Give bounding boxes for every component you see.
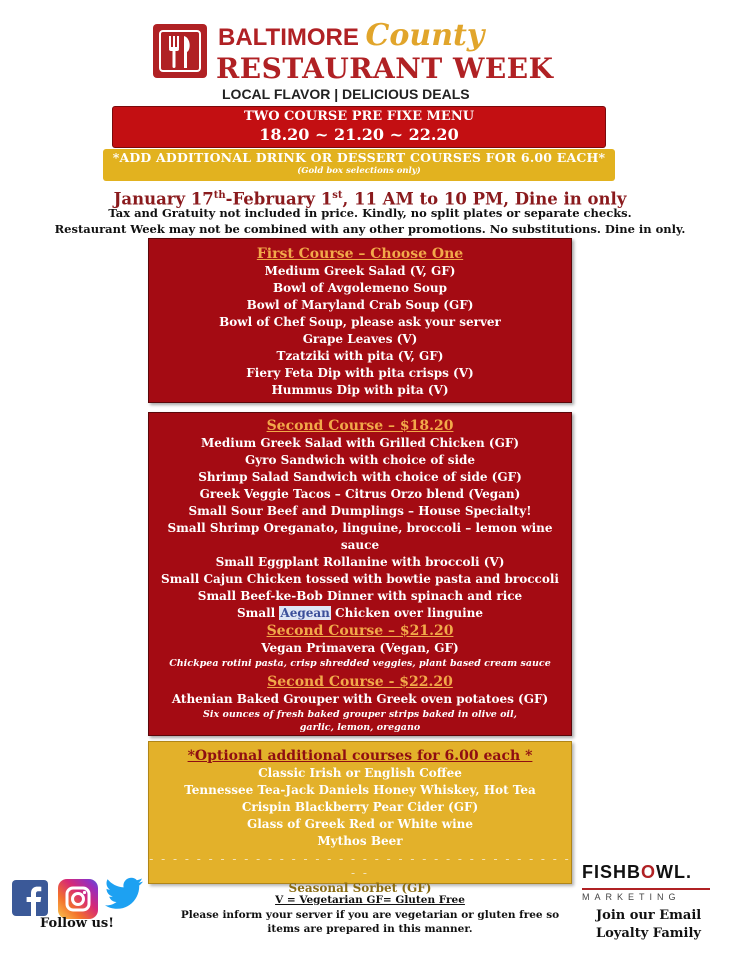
- drink-item: Crispin Blackberry Pear Cider (GF): [241, 800, 479, 814]
- menu-item: Bowl of Maryland Crab Soup (GF): [246, 298, 474, 312]
- menu-item: Gyro Sandwich with choice of side: [244, 453, 476, 467]
- menu-type: TWO COURSE PRE FIXE MENU: [243, 109, 475, 124]
- menu-item: Medium Greek Salad (V, GF): [264, 264, 456, 278]
- date-end: -February 1: [225, 189, 333, 209]
- second-course-title-1820: Second Course – $18.20: [266, 418, 454, 434]
- drink-item: Classic Irish or English Coffee: [258, 766, 462, 780]
- menu-item: Small Beef-ke-Bob Dinner with spinach and rice: [197, 589, 523, 603]
- fork-knife-icon: [153, 24, 207, 78]
- footnote-line: Please inform your server if you are vegetarian or gluten free so: [180, 909, 560, 921]
- menu-item-suffix: Chicken over linguine: [330, 606, 484, 620]
- date-hours: , 11 AM to 10 PM, Dine in only: [342, 189, 627, 209]
- date-end-suffix: st: [332, 190, 343, 201]
- brand-title-line1: [218, 18, 484, 53]
- facebook-icon[interactable]: [12, 880, 48, 916]
- follow-us-label: Follow us!: [40, 916, 114, 931]
- fishbowl-marketing: MARKETING: [582, 892, 681, 902]
- menu-item: Fiery Feta Dip with pita crisps (V): [246, 366, 474, 380]
- fishbowl-logo: [582, 862, 692, 883]
- diet-legend: V = Vegetarian GF= Gluten Free: [275, 894, 465, 906]
- promo-note: Restaurant Week may not be combined with any other promotions. No substitutions. Dine in only.: [54, 222, 686, 236]
- brand-tagline: LOCAL FLAVOR | DELICIOUS DEALS: [222, 86, 470, 102]
- brand-title-line2: RESTAURANT WEEK: [216, 52, 554, 85]
- menu-item: Small Cajun Chicken tossed with bowtie pasta and broccoli: [161, 572, 559, 586]
- brand-baltimore: BALTIMORE: [218, 24, 359, 51]
- optional-title: *Optional additional courses for 6.00 each *: [187, 748, 533, 764]
- addon-text: *ADD ADDITIONAL DRINK OR DESSERT COURSES FOR 6.00 EACH*: [112, 150, 606, 165]
- menu-item-description: Six ounces of fresh baked grouper strips baked in olive oil,: [203, 709, 517, 720]
- dashed-divider: - - - - - - - - - - - - - - - - - - - - - - - - - - - - - - - - - - - - - -: [149, 852, 571, 880]
- dessert-item: Seasonal Sorbet (GF): [288, 881, 432, 895]
- menu-item: Small Sour Beef and Dumplings – House Specialty!: [188, 504, 532, 518]
- menu-item: Small Shrimp Oreganato, linguine, broccoli – lemon wine sauce: [167, 521, 553, 552]
- menu-item: Grape Leaves (V): [302, 332, 418, 346]
- second-course-title-2120: Second Course – $21.20: [266, 623, 454, 639]
- menu-prices: 18.20 ~ 21.20 ~ 22.20: [259, 125, 459, 144]
- drink-item: Mythos Beer: [317, 834, 403, 848]
- optional-courses-panel: [148, 741, 572, 895]
- instagram-icon[interactable]: [58, 879, 98, 919]
- logo-fork-knife: [153, 24, 207, 78]
- menu-item: Small Eggplant Rollanine with broccoli (V): [215, 555, 505, 569]
- fishbowl-text-end: WL.: [656, 862, 693, 882]
- menu-item-description: Chickpea rotini pasta, crisp shredded veggies, plant based cream sauce: [169, 658, 551, 669]
- join-email-line2: Loyalty Family: [596, 926, 701, 941]
- first-course-title: First Course – Choose One: [256, 246, 464, 262]
- menu-item: Hummus Dip with pita (V): [271, 383, 449, 397]
- price-note: Tax and Gratuity not included in price. Kindly, no split plates or separate checks.: [108, 206, 632, 220]
- menu-item: Bowl of Chef Soup, please ask your server: [219, 315, 501, 329]
- highlighted-word: Aegean: [280, 606, 330, 620]
- join-email-line1: Join our Email: [596, 908, 702, 923]
- menu-item: Greek Veggie Tacos – Citrus Orzo blend (Vegan): [199, 487, 521, 501]
- twitter-icon[interactable]: [103, 877, 145, 913]
- fishbowl-text-o: O: [641, 862, 657, 882]
- date-start: January 17: [113, 189, 214, 209]
- drink-item: Glass of Greek Red or White wine: [247, 817, 473, 831]
- menu-item-prefix: Small: [236, 606, 280, 620]
- date-start-suffix: th: [213, 190, 226, 201]
- addon-subtext: (Gold box selections only): [297, 166, 421, 176]
- menu-item: Medium Greek Salad with Grilled Chicken (GF): [200, 436, 520, 450]
- fishbowl-rule: [582, 888, 710, 890]
- menu-item-aegean: [149, 605, 571, 622]
- first-course-panel: [148, 238, 572, 403]
- menu-item: Bowl of Avgolemeno Soup: [273, 281, 447, 295]
- second-course-panel: [148, 412, 572, 736]
- menu-item: Shrimp Salad Sandwich with choice of side (GF): [198, 470, 522, 484]
- menu-item: Vegan Primavera (Vegan, GF): [261, 641, 459, 655]
- menu-item-description: garlic, lemon, oregano: [299, 722, 421, 733]
- menu-item: Athenian Baked Grouper with Greek oven potatoes (GF): [171, 692, 549, 706]
- second-course-title-2220: Second Course - $22.20: [267, 674, 453, 690]
- addon-banner: [103, 149, 615, 181]
- fishbowl-text-start: FISHB: [582, 862, 641, 882]
- footnote-line: items are prepared in this manner.: [267, 923, 473, 935]
- brand-county: County: [365, 18, 485, 53]
- drink-item: Tennessee Tea-Jack Daniels Honey Whiskey, Hot Tea: [184, 783, 536, 797]
- price-banner: [112, 106, 606, 148]
- menu-item: Tzatziki with pita (V, GF): [276, 349, 444, 363]
